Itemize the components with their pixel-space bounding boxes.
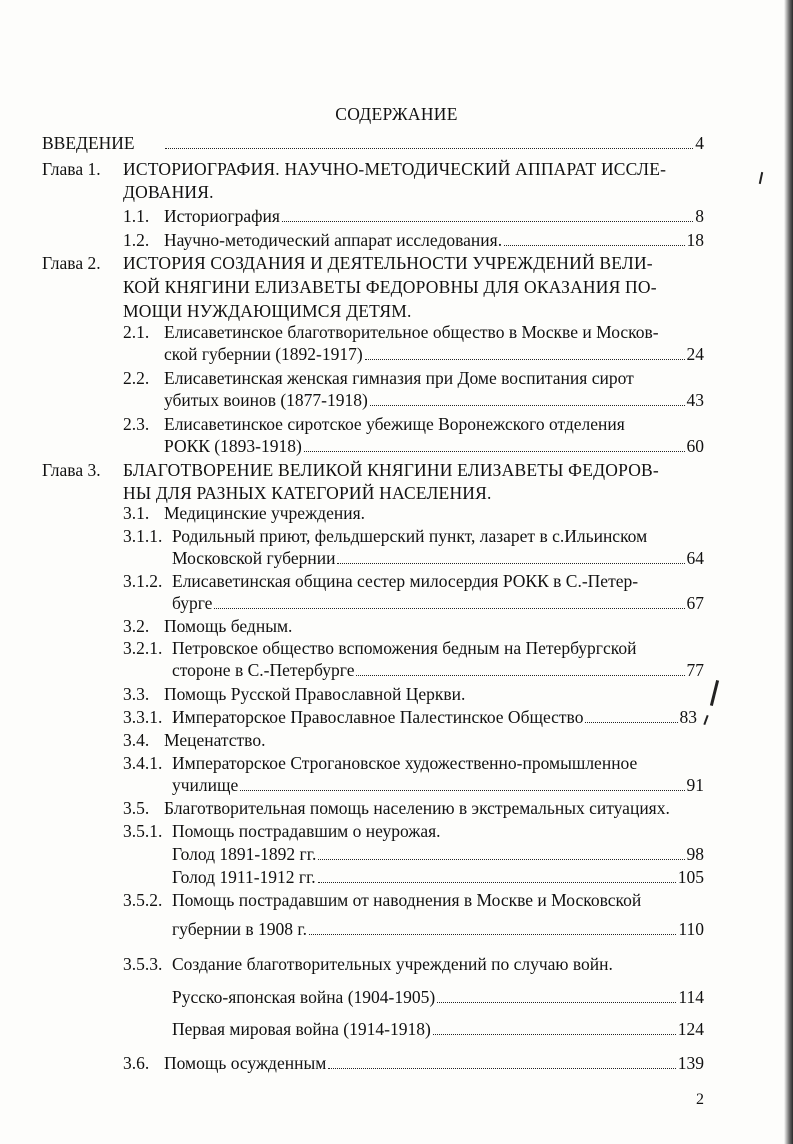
leader-dots: [318, 859, 684, 860]
leader-dots: [214, 608, 684, 609]
toc-page: 4: [695, 133, 704, 153]
toc-entry-3-5-2[interactable]: [172, 918, 704, 940]
toc-num: 3.1.2.: [123, 571, 163, 591]
leader-dots: [309, 934, 676, 935]
leader-dots: [370, 405, 685, 406]
toc-page: 110: [678, 919, 704, 939]
leader-dots: [318, 882, 676, 883]
toc-entry-3-1-2[interactable]: [172, 592, 704, 614]
chapter-2-title-line3[interactable]: МОЩИ НУЖДАЮЩИМСЯ ДЕТЯМ.: [123, 301, 412, 321]
scan-edge-shadow: [784, 0, 793, 1144]
leader-dots: [304, 451, 685, 452]
toc-entry-3-1-1[interactable]: [172, 547, 704, 569]
chapter-1-title-line1[interactable]: ИСТОРИОГРАФИЯ. НАУЧНО-МЕТОДИЧЕСКИЙ АППАРАТ ИССЛЕ-: [123, 159, 667, 179]
toc-text[interactable]: Помощь пострадавшим от наводнения в Москве и Московской: [172, 890, 642, 910]
scan-mark: [759, 172, 763, 184]
chapter-2-title-line1[interactable]: ИСТОРИЯ СОЗДАНИЯ И ДЕЯТЕЛЬНОСТИ УЧРЕЖДЕНИЙ ВЕЛИ-: [123, 253, 653, 273]
toc-page: 83: [679, 707, 697, 727]
toc-text[interactable]: Елисаветинская община сестер милосердия РОКК в С.-Петер-: [172, 571, 639, 591]
toc-page: 77: [686, 660, 704, 680]
toc-page: 60: [686, 436, 704, 456]
toc-text: РОКК (1893-1918): [164, 436, 302, 456]
toc-num: 3.3.: [123, 684, 150, 704]
toc-entry-3-6[interactable]: [164, 1052, 704, 1074]
toc-entry-2-2[interactable]: [164, 389, 704, 411]
chapter-1-label: Глава 1.: [42, 159, 101, 179]
scan-mark: [703, 715, 708, 725]
leader-dots: [504, 245, 684, 246]
toc-text[interactable]: Благотворительная помощь населению в экстремальных ситуациях.: [164, 798, 670, 818]
toc-num: 3.3.1.: [123, 707, 163, 727]
toc-num: 1.2.: [123, 230, 150, 250]
toc-text[interactable]: Императорское Строгановское художественно-промышленное: [172, 753, 638, 773]
leader-dots: [240, 790, 684, 791]
toc-page: 105: [677, 867, 704, 887]
toc-text: Голод 1911-1912 гг.: [172, 867, 316, 887]
toc-num: 2.3.: [123, 414, 150, 434]
toc-page: 114: [678, 987, 704, 1007]
toc-entry-2-1[interactable]: [164, 343, 704, 365]
scan-mark: [710, 680, 719, 706]
toc-text: Первая мировая война (1914-1918): [172, 1019, 431, 1039]
chapter-2-title-line2[interactable]: КОЙ КНЯГИНИ ЕЛИЗАВЕТЫ ФЕДОРОВНЫ ДЛЯ ОКАЗАНИЯ ПО-: [123, 277, 657, 297]
toc-text[interactable]: Родильный приют, фельдшерский пункт, лазарет в с.Ильинском: [172, 526, 648, 546]
toc-text: Голод 1891-1892 гг.: [172, 844, 317, 864]
toc-num: 3.4.: [123, 730, 150, 750]
toc-num: 3.1.1.: [123, 526, 163, 546]
leader-dots: [585, 722, 677, 723]
toc-num: 3.5.: [123, 798, 150, 818]
toc-entry-3-5-3-a[interactable]: [172, 986, 704, 1008]
toc-num: 3.6.: [123, 1053, 150, 1073]
toc-text: училище: [172, 775, 239, 795]
toc-text[interactable]: Меценатство.: [164, 730, 266, 750]
toc-num: 3.5.2.: [123, 890, 163, 910]
leader-dots: [282, 221, 693, 222]
toc-text[interactable]: Помощь пострадавшим о неурожая.: [172, 821, 441, 841]
page-number: 2: [696, 1091, 704, 1108]
toc-text: Историография: [164, 206, 280, 226]
leader-dots: [365, 359, 685, 360]
toc-num: 3.5.1.: [123, 821, 163, 841]
toc-entry-3-2-1[interactable]: [172, 659, 704, 681]
toc-text: Русско-японская война (1904-1905): [172, 987, 436, 1007]
toc-page: 8: [695, 206, 704, 226]
toc-text: Научно-методический аппарат исследования.: [164, 230, 503, 250]
toc-text[interactable]: Петровское общество вспоможения бедным на Петербургской: [172, 638, 637, 658]
toc-text: бурге: [172, 593, 213, 613]
toc-entry-2-3[interactable]: [164, 435, 704, 457]
toc-label: ВВЕДЕНИЕ: [42, 133, 135, 153]
chapter-2-label: Глава 2.: [42, 253, 101, 273]
toc-entry-3-5-1-b[interactable]: [172, 866, 704, 888]
toc-text: Московской губернии: [172, 548, 336, 568]
leader-dots: [437, 1002, 676, 1003]
toc-num: 3.1.: [123, 503, 150, 523]
toc-text: убитых воинов (1877-1918): [164, 390, 368, 410]
toc-entry-intro[interactable]: [42, 132, 704, 154]
leader-dots: [356, 675, 684, 676]
toc-num: 2.2.: [123, 368, 150, 388]
toc-text[interactable]: Елисаветинское благотворительное общество в Москве и Москов-: [164, 322, 659, 342]
chapter-3-label: Глава 3.: [42, 460, 101, 480]
leader-dots: [165, 148, 694, 149]
toc-num: 2.1.: [123, 322, 150, 342]
toc-text[interactable]: Помощь Русской Православной Церкви.: [164, 684, 466, 704]
toc-text: губернии в 1908 г.: [172, 919, 307, 939]
toc-page: 18: [686, 230, 704, 250]
toc-page: 124: [677, 1019, 704, 1039]
toc-text: Императорское Православное Палестинское Общество: [172, 707, 584, 727]
toc-page: 98: [686, 844, 704, 864]
toc-num: 1.1.: [123, 206, 150, 226]
toc-page: 91: [686, 775, 704, 795]
toc-text: стороне в С.-Петербурге: [172, 660, 355, 680]
toc-page: 43: [686, 390, 704, 410]
toc-text: Помощь осужденным: [164, 1053, 327, 1073]
toc-page: 139: [677, 1053, 704, 1073]
toc-num: 3.2.1.: [123, 638, 163, 658]
toc-text[interactable]: Создание благотворительных учреждений по случаю войн.: [172, 954, 613, 974]
toc-entry-3-4-1[interactable]: [172, 774, 704, 796]
toc-text[interactable]: Елисаветинское сиротское убежище Воронежского отделения: [164, 414, 625, 434]
chapter-3-title-line2[interactable]: НЫ ДЛЯ РАЗНЫХ КАТЕГОРИЙ НАСЕЛЕНИЯ.: [123, 483, 492, 503]
chapter-1-title-line2[interactable]: ДОВАНИЯ.: [123, 182, 214, 202]
toc-num: 3.2.: [123, 616, 150, 636]
leader-dots: [433, 1034, 676, 1035]
toc-entry-3-5-3-b[interactable]: [172, 1018, 704, 1040]
toc-text: ской губернии (1892-1917): [164, 344, 363, 364]
toc-page: 64: [686, 548, 704, 568]
leader-dots: [337, 563, 684, 564]
toc-entry-3-5-1-a[interactable]: [172, 843, 704, 865]
page-title: СОДЕРЖАНИЕ: [335, 104, 458, 124]
toc-num: 3.4.1.: [123, 753, 163, 773]
toc-text[interactable]: Медицинские учреждения.: [164, 503, 365, 523]
chapter-3-title-line1[interactable]: БЛАГОТВОРЕНИЕ ВЕЛИКОЙ КНЯГИНИ ЕЛИЗАВЕТЫ ФЕДОРОВ-: [123, 460, 659, 480]
toc-page: 24: [686, 344, 704, 364]
toc-text[interactable]: Елисаветинская женская гимназия при Доме воспитания сирот: [164, 368, 634, 388]
toc-entry-1-2[interactable]: [164, 229, 704, 251]
toc-entry-1-1[interactable]: [164, 205, 704, 227]
toc-page: 67: [686, 593, 704, 613]
leader-dots: [328, 1068, 675, 1069]
toc-text[interactable]: Помощь бедным.: [164, 616, 293, 636]
toc-entry-3-3-1[interactable]: [172, 706, 697, 728]
toc-num: 3.5.3.: [123, 954, 163, 974]
